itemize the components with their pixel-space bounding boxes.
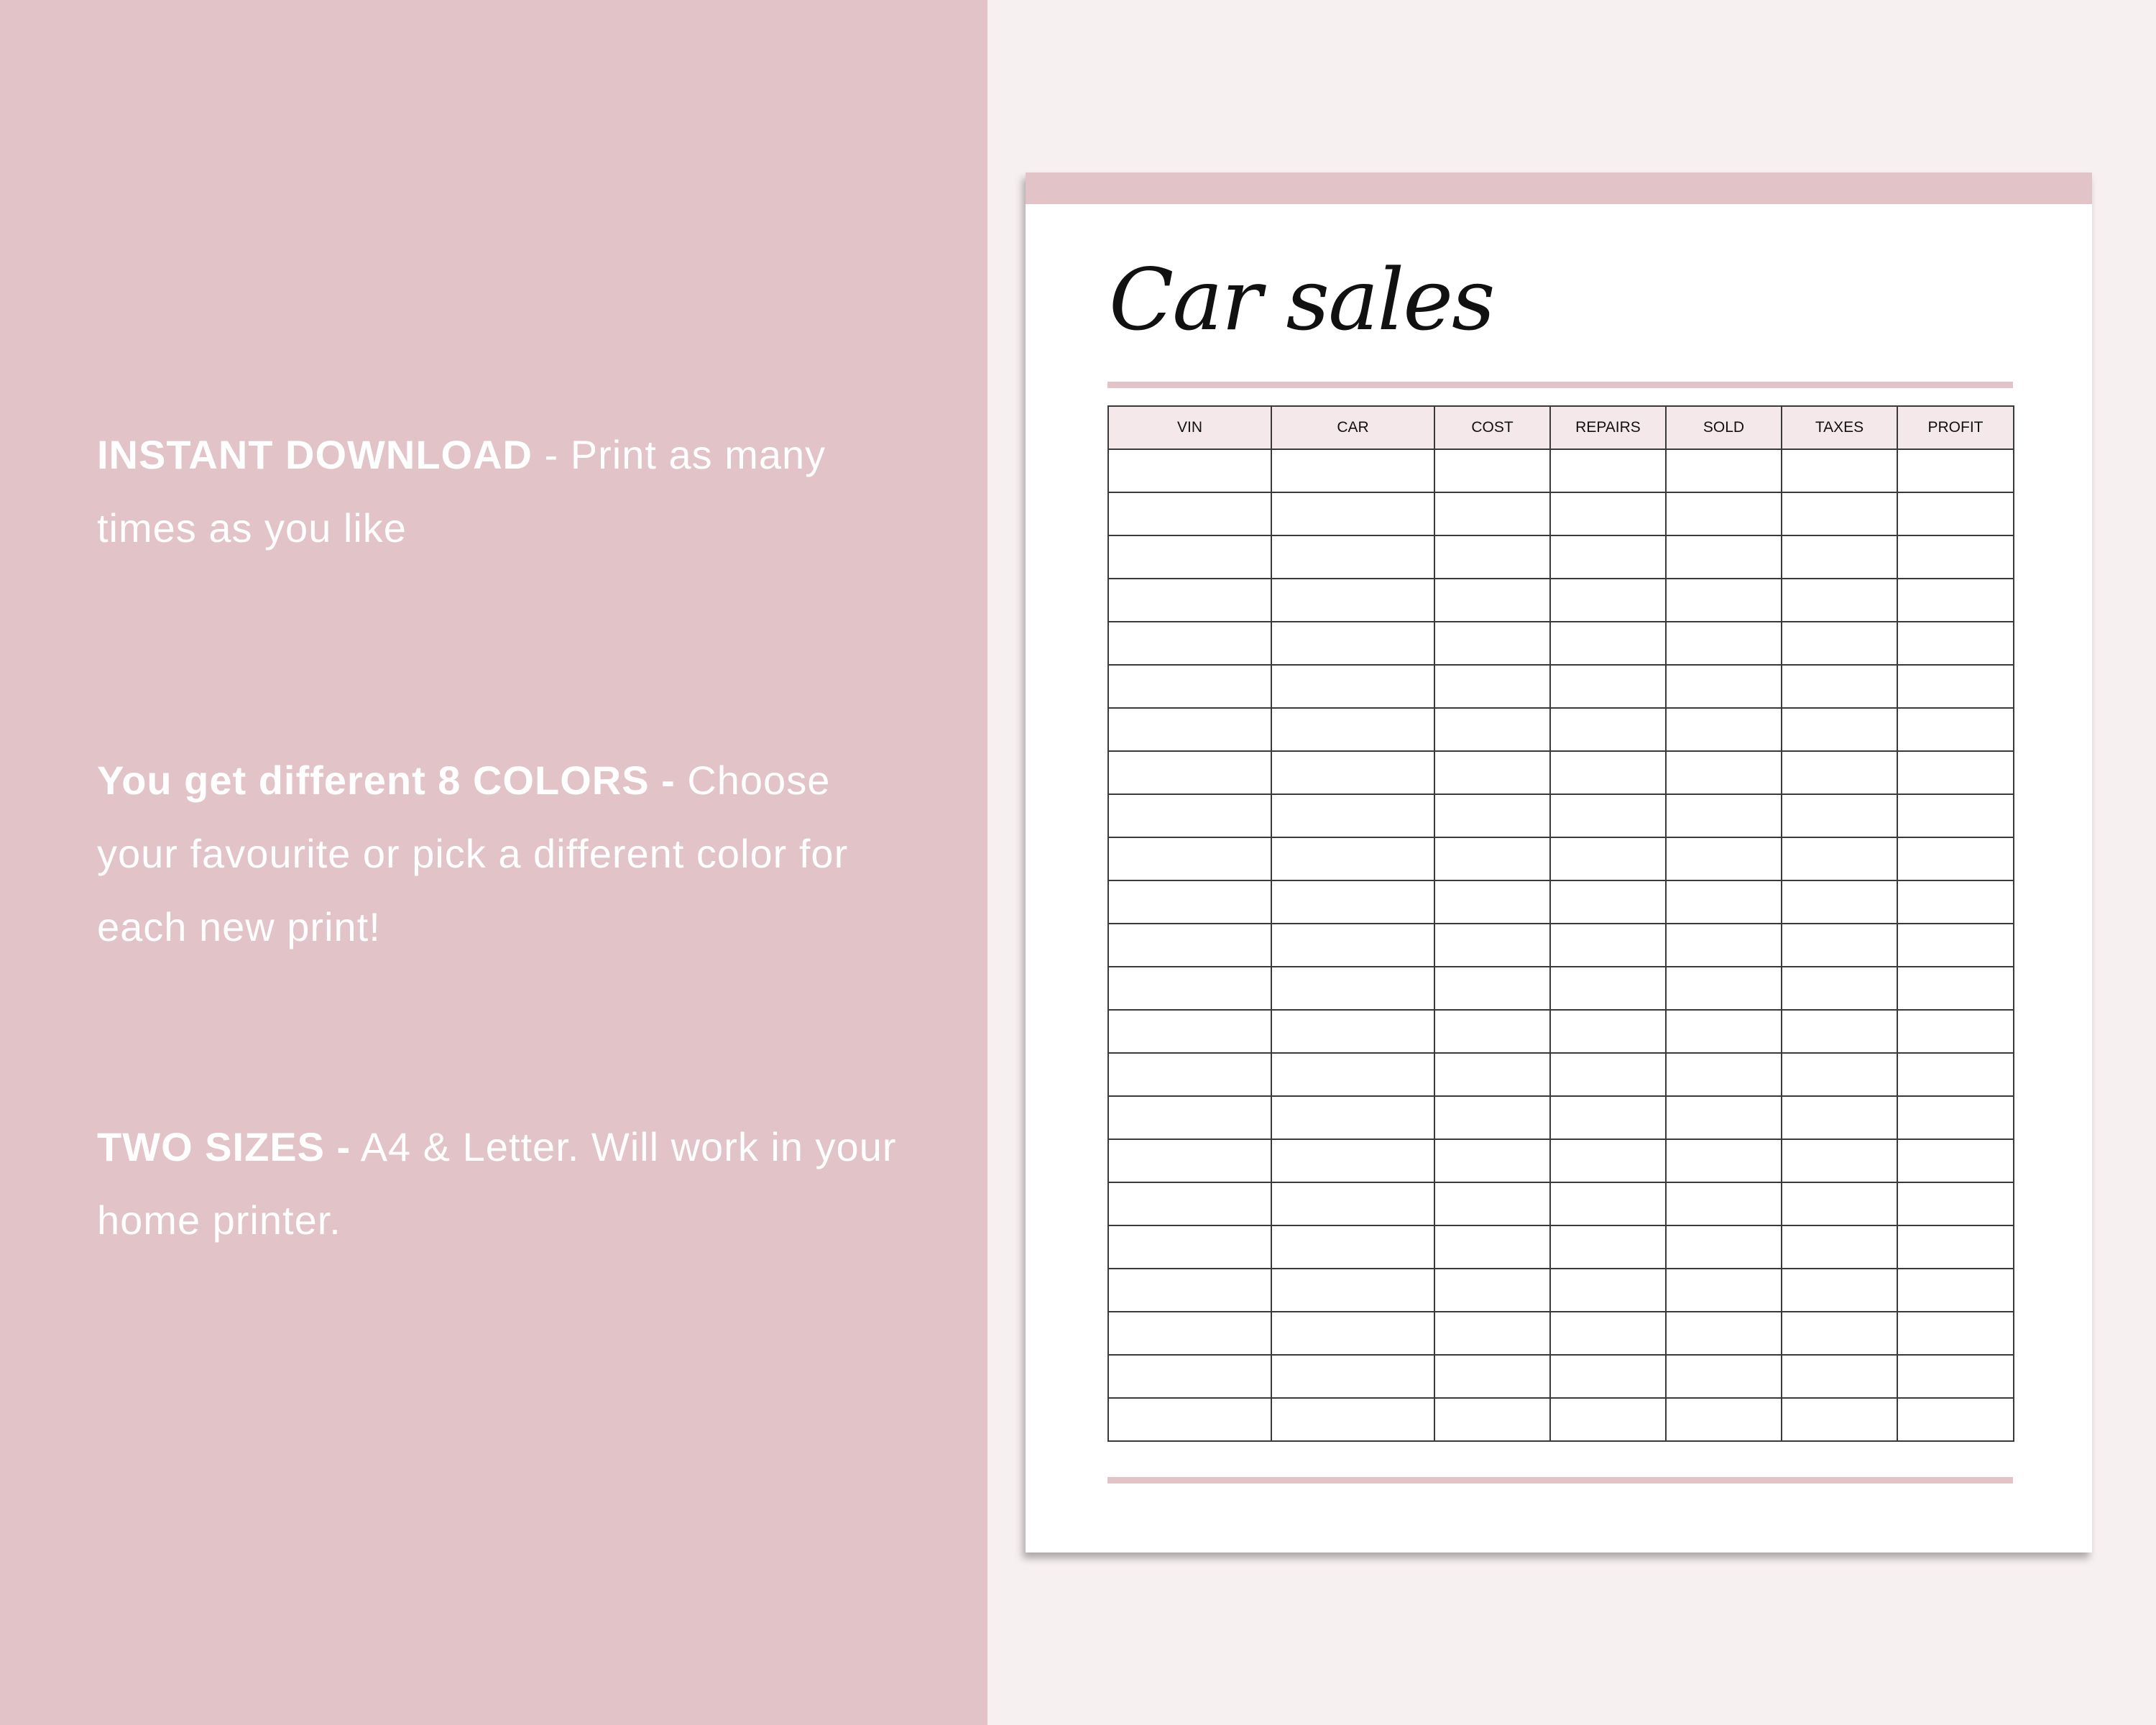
table-cell	[1271, 1139, 1434, 1182]
table-cell	[1271, 449, 1434, 492]
table-cell	[1897, 794, 2014, 837]
printable-sheet-preview	[1026, 172, 2092, 1552]
table-cell	[1434, 794, 1550, 837]
table-cell	[1550, 751, 1666, 794]
table-cell	[1666, 751, 1782, 794]
table-cell	[1782, 449, 1897, 492]
table-cell	[1897, 1096, 2014, 1139]
table-cell	[1550, 1010, 1666, 1053]
table-cell	[1434, 1096, 1550, 1139]
feature-text: A4 & Letter. Will work in your home printer.	[97, 1124, 897, 1243]
table-cell	[1666, 708, 1782, 751]
table-cell	[1108, 1398, 1271, 1441]
table-cell	[1550, 1139, 1666, 1182]
table-cell	[1550, 1053, 1666, 1096]
column-header-repairs: REPAIRS	[1550, 406, 1666, 449]
table-cell	[1666, 1269, 1782, 1312]
table-cell	[1782, 1312, 1897, 1355]
table-cell	[1550, 579, 1666, 622]
table-cell	[1782, 1096, 1897, 1139]
table-cell	[1271, 1269, 1434, 1312]
table-cell	[1108, 535, 1271, 579]
table-cell	[1271, 1225, 1434, 1269]
table-cell	[1271, 1355, 1434, 1398]
table-cell	[1108, 1182, 1271, 1225]
table-cell	[1782, 579, 1897, 622]
feature-text: - Print as many times as you like	[97, 432, 826, 551]
table-row	[1108, 579, 2014, 622]
table-cell	[1550, 1398, 1666, 1441]
table-cell	[1666, 794, 1782, 837]
table-cell	[1271, 751, 1434, 794]
table-cell	[1897, 967, 2014, 1010]
feature-sizes	[97, 1110, 909, 1257]
table-cell	[1782, 708, 1897, 751]
table-cell	[1271, 665, 1434, 708]
table-cell	[1897, 665, 2014, 708]
table-cell	[1666, 1225, 1782, 1269]
table-cell	[1897, 1312, 2014, 1355]
table-cell	[1550, 492, 1666, 535]
table-cell	[1550, 1225, 1666, 1269]
table-cell	[1897, 622, 2014, 665]
table-cell	[1550, 967, 1666, 1010]
table-cell	[1434, 1269, 1550, 1312]
column-header-profit: PROFIT	[1897, 406, 2014, 449]
table-cell	[1108, 1053, 1271, 1096]
table-cell	[1666, 837, 1782, 880]
table-cell	[1108, 924, 1271, 967]
table-row	[1108, 1355, 2014, 1398]
table-cell	[1666, 622, 1782, 665]
table-row	[1108, 1269, 2014, 1312]
table-cell	[1897, 1182, 2014, 1225]
table-cell	[1550, 1096, 1666, 1139]
table-cell	[1666, 535, 1782, 579]
table-cell	[1550, 880, 1666, 924]
table-cell	[1108, 492, 1271, 535]
table-cell	[1897, 492, 2014, 535]
table-cell	[1550, 1269, 1666, 1312]
table-cell	[1108, 449, 1271, 492]
table-cell	[1666, 1139, 1782, 1182]
table-cell	[1897, 1398, 2014, 1441]
divider-bottom	[1107, 1477, 2013, 1484]
sheet-top-band	[1026, 172, 2092, 204]
table-cell	[1666, 492, 1782, 535]
table-cell	[1434, 1139, 1550, 1182]
table-cell	[1897, 535, 2014, 579]
table-cell	[1897, 880, 2014, 924]
table-cell	[1434, 1182, 1550, 1225]
table-cell	[1897, 1355, 2014, 1398]
table-cell	[1108, 1312, 1271, 1355]
table-row	[1108, 967, 2014, 1010]
table-cell	[1897, 708, 2014, 751]
table-cell	[1897, 579, 2014, 622]
table-cell	[1782, 492, 1897, 535]
table-cell	[1666, 449, 1782, 492]
table-cell	[1550, 794, 1666, 837]
table-cell	[1897, 1225, 2014, 1269]
table-row	[1108, 1053, 2014, 1096]
table-cell	[1271, 622, 1434, 665]
table-cell	[1108, 708, 1271, 751]
table-cell	[1550, 1355, 1666, 1398]
left-info-panel	[0, 0, 987, 1725]
table-cell	[1434, 967, 1550, 1010]
table-cell	[1550, 924, 1666, 967]
table-row	[1108, 1010, 2014, 1053]
table-cell	[1666, 1053, 1782, 1096]
table-cell	[1434, 880, 1550, 924]
table-cell	[1782, 751, 1897, 794]
table-cell	[1108, 837, 1271, 880]
table-cell	[1897, 1269, 2014, 1312]
table-cell	[1550, 1312, 1666, 1355]
table-cell	[1782, 924, 1897, 967]
table-row	[1108, 880, 2014, 924]
table-cell	[1108, 622, 1271, 665]
table-cell	[1897, 1010, 2014, 1053]
table-cell	[1271, 1312, 1434, 1355]
table-cell	[1666, 1312, 1782, 1355]
table-cell	[1897, 1053, 2014, 1096]
column-header-car: CAR	[1271, 406, 1434, 449]
table-cell	[1271, 1096, 1434, 1139]
feature-bold: TWO SIZES -	[97, 1124, 351, 1169]
table-cell	[1271, 967, 1434, 1010]
table-cell	[1108, 1355, 1271, 1398]
table-row	[1108, 1312, 2014, 1355]
table-header-row	[1108, 406, 2014, 449]
table-cell	[1108, 1096, 1271, 1139]
table-cell	[1666, 1010, 1782, 1053]
table-cell	[1550, 1182, 1666, 1225]
table-row	[1108, 449, 2014, 492]
table-cell	[1434, 924, 1550, 967]
table-cell	[1782, 837, 1897, 880]
table-cell	[1108, 665, 1271, 708]
table-cell	[1666, 579, 1782, 622]
table-cell	[1434, 837, 1550, 880]
table-row	[1108, 924, 2014, 967]
feature-colors	[97, 744, 909, 964]
table-cell	[1434, 535, 1550, 579]
table-cell	[1550, 622, 1666, 665]
table-cell	[1550, 535, 1666, 579]
table-cell	[1108, 794, 1271, 837]
table-cell	[1434, 492, 1550, 535]
table-row	[1108, 622, 2014, 665]
table-row	[1108, 1096, 2014, 1139]
table-cell	[1434, 1225, 1550, 1269]
table-cell	[1434, 665, 1550, 708]
table-cell	[1108, 1010, 1271, 1053]
table-cell	[1108, 579, 1271, 622]
table-cell	[1434, 579, 1550, 622]
table-cell	[1271, 924, 1434, 967]
table-cell	[1782, 622, 1897, 665]
table-cell	[1782, 665, 1897, 708]
table-cell	[1782, 1053, 1897, 1096]
table-cell	[1550, 708, 1666, 751]
table-cell	[1550, 837, 1666, 880]
table-row	[1108, 1182, 2014, 1225]
table-cell	[1271, 535, 1434, 579]
table-cell	[1897, 449, 2014, 492]
table-cell	[1271, 880, 1434, 924]
table-row	[1108, 1225, 2014, 1269]
table-row	[1108, 794, 2014, 837]
table-cell	[1108, 880, 1271, 924]
table-cell	[1782, 1010, 1897, 1053]
table-cell	[1666, 1355, 1782, 1398]
table-cell	[1434, 449, 1550, 492]
car-sales-table	[1107, 405, 2014, 1442]
table-cell	[1897, 751, 2014, 794]
table-cell	[1782, 967, 1897, 1010]
table-cell	[1434, 622, 1550, 665]
table-cell	[1782, 880, 1897, 924]
table-cell	[1271, 1053, 1434, 1096]
divider-top	[1107, 382, 2013, 388]
table-row	[1108, 535, 2014, 579]
table-cell	[1434, 1010, 1550, 1053]
table-cell	[1782, 1398, 1897, 1441]
table-cell	[1550, 665, 1666, 708]
feature-instant-download	[97, 418, 909, 565]
table-row	[1108, 751, 2014, 794]
table-cell	[1782, 1139, 1897, 1182]
table-cell	[1271, 837, 1434, 880]
table-cell	[1897, 837, 2014, 880]
column-header-taxes: TAXES	[1782, 406, 1897, 449]
table-body	[1108, 449, 2014, 1441]
table-cell	[1108, 1225, 1271, 1269]
table-cell	[1108, 1269, 1271, 1312]
table-cell	[1782, 794, 1897, 837]
table-cell	[1782, 1225, 1897, 1269]
table-cell	[1666, 924, 1782, 967]
table-cell	[1434, 708, 1550, 751]
table-cell	[1434, 1355, 1550, 1398]
table-cell	[1897, 924, 2014, 967]
table-row	[1108, 837, 2014, 880]
table-cell	[1666, 665, 1782, 708]
table-cell	[1271, 1398, 1434, 1441]
table-cell	[1271, 708, 1434, 751]
table-cell	[1782, 1269, 1897, 1312]
feature-bold: INSTANT DOWNLOAD	[97, 432, 533, 477]
table-row	[1108, 708, 2014, 751]
table-cell	[1782, 1355, 1897, 1398]
table-row	[1108, 1398, 2014, 1441]
table-cell	[1271, 579, 1434, 622]
table-cell	[1666, 1096, 1782, 1139]
table-cell	[1434, 1053, 1550, 1096]
column-header-vin: VIN	[1108, 406, 1271, 449]
table-cell	[1897, 1139, 2014, 1182]
table-cell	[1666, 967, 1782, 1010]
column-header-sold: SOLD	[1666, 406, 1782, 449]
table-cell	[1434, 751, 1550, 794]
table-cell	[1108, 967, 1271, 1010]
table-row	[1108, 492, 2014, 535]
table-cell	[1434, 1312, 1550, 1355]
table-cell	[1271, 1010, 1434, 1053]
table-cell	[1271, 492, 1434, 535]
column-header-cost: COST	[1434, 406, 1550, 449]
table-cell	[1434, 1398, 1550, 1441]
table-cell	[1108, 1139, 1271, 1182]
table-cell	[1666, 1182, 1782, 1225]
table-cell	[1782, 1182, 1897, 1225]
table-cell	[1666, 1398, 1782, 1441]
table-cell	[1550, 449, 1666, 492]
table-cell	[1271, 1182, 1434, 1225]
table-cell	[1108, 751, 1271, 794]
feature-bold: You get different 8 COLORS -	[97, 758, 676, 803]
table-cell	[1271, 794, 1434, 837]
table-cell	[1666, 880, 1782, 924]
table-cell	[1782, 535, 1897, 579]
table-row	[1108, 1139, 2014, 1182]
table-row	[1108, 665, 2014, 708]
feature-text: Choose your favourite or pick a different color for each new print!	[97, 758, 849, 949]
sheet-title: Car sales	[1109, 250, 1494, 349]
